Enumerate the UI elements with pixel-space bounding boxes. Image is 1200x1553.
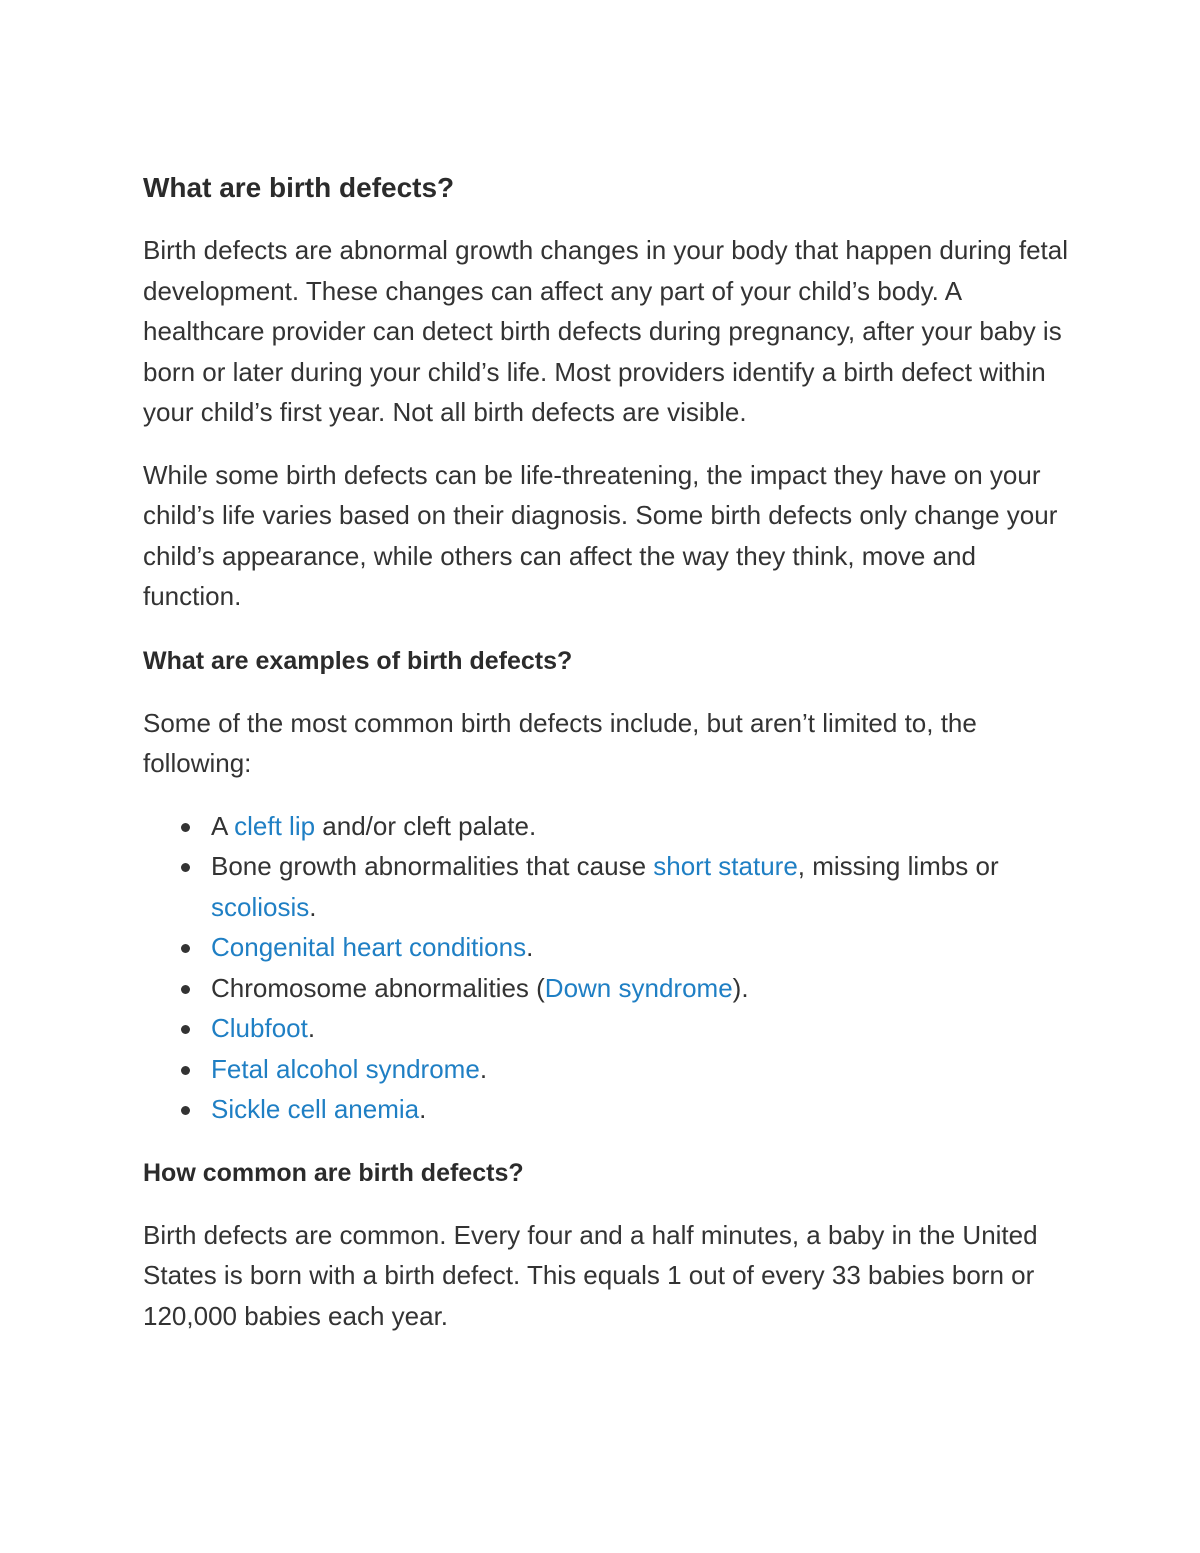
heading-examples: What are examples of birth defects? [143, 646, 573, 675]
bullet-icon [181, 1025, 190, 1034]
heading-what-are-birth-defects: What are birth defects? [143, 172, 455, 203]
congenital-heart-conditions-link[interactable]: Congenital heart conditions [211, 932, 527, 962]
list-item: Sickle cell anemia. [143, 1089, 1073, 1130]
cleft-lip-link[interactable]: cleft lip [234, 810, 316, 841]
list-item: Congenital heart conditions. [143, 927, 1073, 968]
scoliosis-link[interactable]: scoliosis [211, 891, 310, 922]
bullet-icon [181, 985, 190, 994]
document-page [143, 168, 1073, 1336]
list-item: Chromosome abnormalities (Down syndrome). [143, 968, 1073, 1009]
fetal-alcohol-syndrome-link[interactable]: Fetal alcohol syndrome [211, 1053, 480, 1084]
list-item: Clubfoot. [143, 1008, 1073, 1049]
paragraph-examples-intro: Some of the most common birth defects include, but aren’t limited to, the following: [143, 707, 977, 778]
bullet-icon [181, 863, 190, 872]
bullet-icon [181, 1066, 190, 1075]
list-item: Fetal alcohol syndrome. [143, 1049, 1073, 1090]
paragraph-prevalence: Birth defects are common. Every four and a half minutes, a baby in the United States is born with a birth defect. This equals 1 out of every 33 babies born or 120,000 babies each year. [143, 1219, 1038, 1331]
bullet-icon [181, 823, 190, 832]
down-syndrome-link[interactable]: Down syndrome [544, 972, 733, 1003]
birth-defects-list [143, 806, 1073, 1130]
list-item: Bone growth abnormalities that cause short stature, missing limbs or scoliosis. [143, 846, 1073, 927]
list-item: A cleft lip and/or cleft palate. [143, 806, 1073, 847]
sickle-cell-anemia-link[interactable]: Sickle cell anemia [211, 1094, 420, 1124]
heading-how-common: How common are birth defects? [143, 1158, 524, 1187]
bullet-icon [181, 944, 190, 953]
bullet-icon [181, 1106, 190, 1115]
paragraph-definition: Birth defects are abnormal growth changes in your body that happen during fetal development. These changes can affect any part of your child’s body. A healthcare provider can detect birth defects during pregnancy, after your baby is born or later during your child’s life. Most providers identify a birth defect within your child’s first year. Not all birth defects are visible. [143, 235, 1069, 427]
clubfoot-link[interactable]: Clubfoot [211, 1013, 308, 1043]
short-stature-link[interactable]: short stature [653, 851, 798, 881]
paragraph-impact: While some birth defects can be life-threatening, the impact they have on your child’s life varies based on their diagnosis. Some birth defects only change your child’s appearance, while others can affect the way they think, move and function. [143, 459, 1058, 611]
